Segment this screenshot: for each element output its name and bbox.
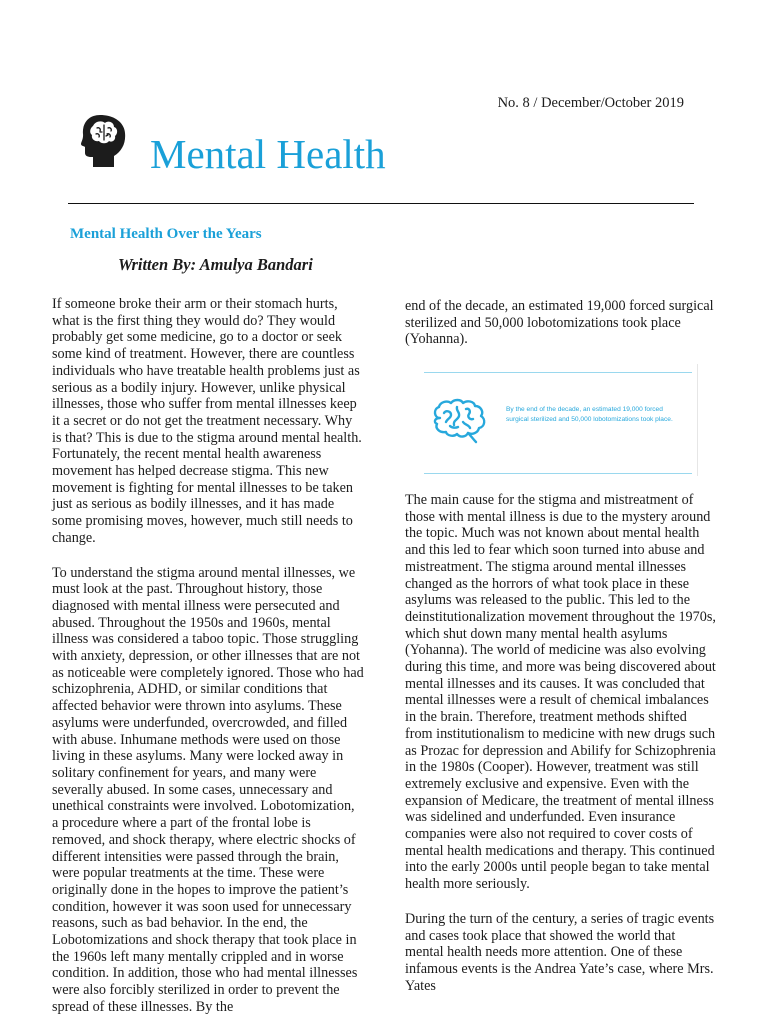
pull-quote-text: By the end of the decade, an estimated 19,000 forced surgical sterilized and 50,000 lobotomizations took place. [506, 406, 673, 423]
right-column-continuation: end of the decade, an estimated 19,000 forced surgical sterilized and 50,000 lobotomizations took place (Yohanna). [405, 298, 714, 348]
right-column [405, 492, 717, 1012]
left-column [52, 296, 364, 1034]
issue-line: No. 8 / December/October 2019 [497, 95, 684, 111]
paragraph: If someone broke their arm or their stomach hurts, what is the first thing they would do? They would probably get some medicine, go to a doctor or seek some kind of treatment. However, there are countless individuals who have treatable health problems just as serious as a bodily injury. However, unlike physical illnesses, those who suffer from mental illnesses keep it a secret or do not get the treatment necessary. Why is that? This is due to the stigma around mental health. Fortunately, the recent mental health awareness movement has helped decrease stigma. This new movement is fighting for mental illnesses to be taken just as serious as bodily illnesses, and it has made some promising moves, however, much still needs to change. [52, 296, 362, 546]
header-divider [68, 203, 694, 204]
paragraph: The main cause for the stigma and mistreatment of those with mental illness is due to the mystery around the topic. Much was not known about mental health and this led to fear which soon turned into abuse and mistreatment. The stigma around mental illnesses changed as the horrors of what took place in these asylums was released to the public. This led to the deinstitutionalization movement throughout the 1970s, which shut down many mental health asylums (Yohanna). The world of medicine was also evolving during this time, and more was being discovered about mental illnesses and its causes. It was concluded that mental illnesses were a result of chemical imbalances in the brain. Therefore, treatment methods shifted from institutionalism to medicine with new drugs such as Prozac for depression and Abilify for Schizophrenia in the 1980s (Cooper). However, treatment was still extremely exclusive and expensive. Even with the expansion of Medicare, the treatment of mental illness was sidelined and underfunded. Even insurance companies were also not required to cover costs of mental health medications and therapy. This continued into the early 2000s until people began to take mental health more seriously. [405, 492, 716, 893]
callout-divider [697, 364, 698, 476]
brain-icon [430, 398, 494, 444]
page-title: Mental Health [150, 131, 386, 177]
byline: Written By: Amulya Bandari [118, 255, 313, 274]
section-title: Mental Health Over the Years [70, 226, 262, 242]
head-with-brain-icon [80, 113, 128, 169]
paragraph: During the turn of the century, a series of tragic events and cases took place that showed the world that mental health needs more attention. One of these infamous events is the Andrea Yate’s case, where Mrs. Yates [405, 910, 715, 994]
paragraph: To understand the stigma around mental illnesses, we must look at the past. Throughout history, those diagnosed with mental illness were persecuted and abused. Throughout the 1950s and 1960s, mental illness was considered a taboo topic. Those struggling with anxiety, depression, or other illnesses that are not as noticeable were completely ignored. Those who had schizophrenia, ADHD, or similar conditions that affected behavior were thrown into asylums. These asylums were underfunded, overcrowded, and filled with abuse. Inhumane methods were used on those living in these asylums. Many were locked away in solitary confinement for years, and many were severally abused. In some cases, unnecessary and unethical constraints were involved. Lobotomization, a procedure where a part of the frontal lobe is removed, and shock therapy, where electric shocks of different intensities were passed through the brain, were popular treatments at the time. These were originally done in the hopes to improve the patient’s condition, however it was soon used for unnecessary reasons, such as bad behavior. In the end, the Lobotomizations and shock therapy that took place in the 1960s left many mentally crippled and in worse condition. In addition, those who had mental illnesses were also forcibly sterilized in order to prevent the spread of these illnesses. By the [52, 564, 364, 1015]
